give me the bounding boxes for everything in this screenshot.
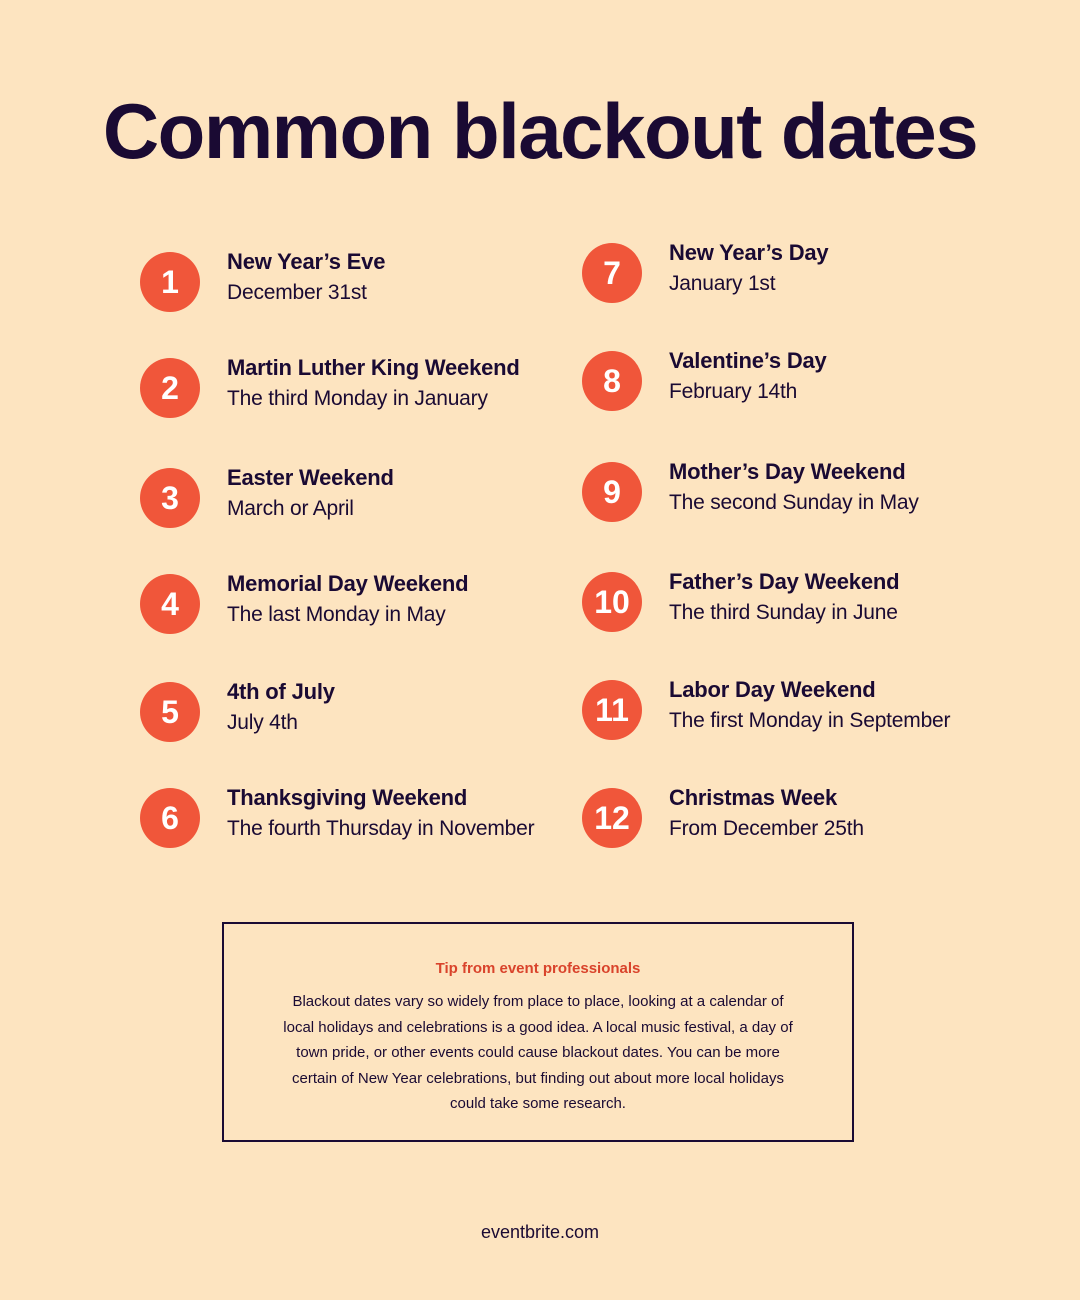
number-badge: 7: [582, 243, 642, 303]
holiday-name: Valentine’s Day: [669, 348, 827, 373]
holiday-name: Memorial Day Weekend: [227, 571, 469, 596]
number-badge: 10: [582, 572, 642, 632]
number-badge: 4: [140, 574, 200, 634]
holiday-name: New Year’s Day: [669, 240, 829, 265]
number-badge: 5: [140, 682, 200, 742]
number-badge: 3: [140, 468, 200, 528]
page-title: Common blackout dates: [102, 87, 978, 175]
holiday-name: Father’s Day Weekend: [669, 569, 900, 594]
number-badge: 8: [582, 351, 642, 411]
holiday-date: From December 25th: [669, 817, 864, 840]
holiday-date: March or April: [227, 497, 354, 520]
holiday-name: Labor Day Weekend: [669, 677, 876, 702]
holiday-date: January 1st: [669, 272, 776, 295]
holiday-name: Easter Weekend: [227, 465, 394, 490]
holiday-name: Christmas Week: [669, 785, 837, 810]
holiday-date: The third Sunday in June: [669, 601, 898, 624]
number-badge: 1: [140, 252, 200, 312]
tip-body: Blackout dates vary so widely from place to place, looking at a calendar of local holidays and celebrations is a good idea. A local music festival, a day of town pride, or other events could cause blackout dates. You can be more certain of New Year celebrations, but finding out about more local holidays could take some research.: [283, 993, 793, 1112]
number-badge: 9: [582, 462, 642, 522]
holiday-name: Martin Luther King Weekend: [227, 355, 520, 380]
number-badge: 12: [582, 788, 642, 848]
number-badge: 6: [140, 788, 200, 848]
holiday-date: The first Monday in September: [669, 709, 951, 732]
holiday-date: July 4th: [227, 711, 298, 734]
holiday-date: The fourth Thursday in November: [227, 817, 535, 840]
number-badge: 11: [582, 680, 642, 740]
tip-title: Tip from event professionals: [435, 960, 641, 977]
holiday-date: December 31st: [227, 281, 367, 304]
holiday-name: Mother’s Day Weekend: [669, 459, 906, 484]
footer-domain: eventbrite.com: [480, 1222, 600, 1242]
holiday-date: The last Monday in May: [227, 603, 446, 626]
holiday-name: New Year’s Eve: [227, 249, 386, 274]
holiday-name: Thanksgiving Weekend: [227, 785, 468, 810]
holiday-name: 4th of July: [227, 679, 335, 704]
holiday-date: The second Sunday in May: [669, 491, 919, 514]
holiday-date: February 14th: [669, 380, 798, 403]
tip-box: [222, 922, 854, 1142]
holiday-date: The third Monday in January: [227, 387, 488, 410]
number-badge: 2: [140, 358, 200, 418]
